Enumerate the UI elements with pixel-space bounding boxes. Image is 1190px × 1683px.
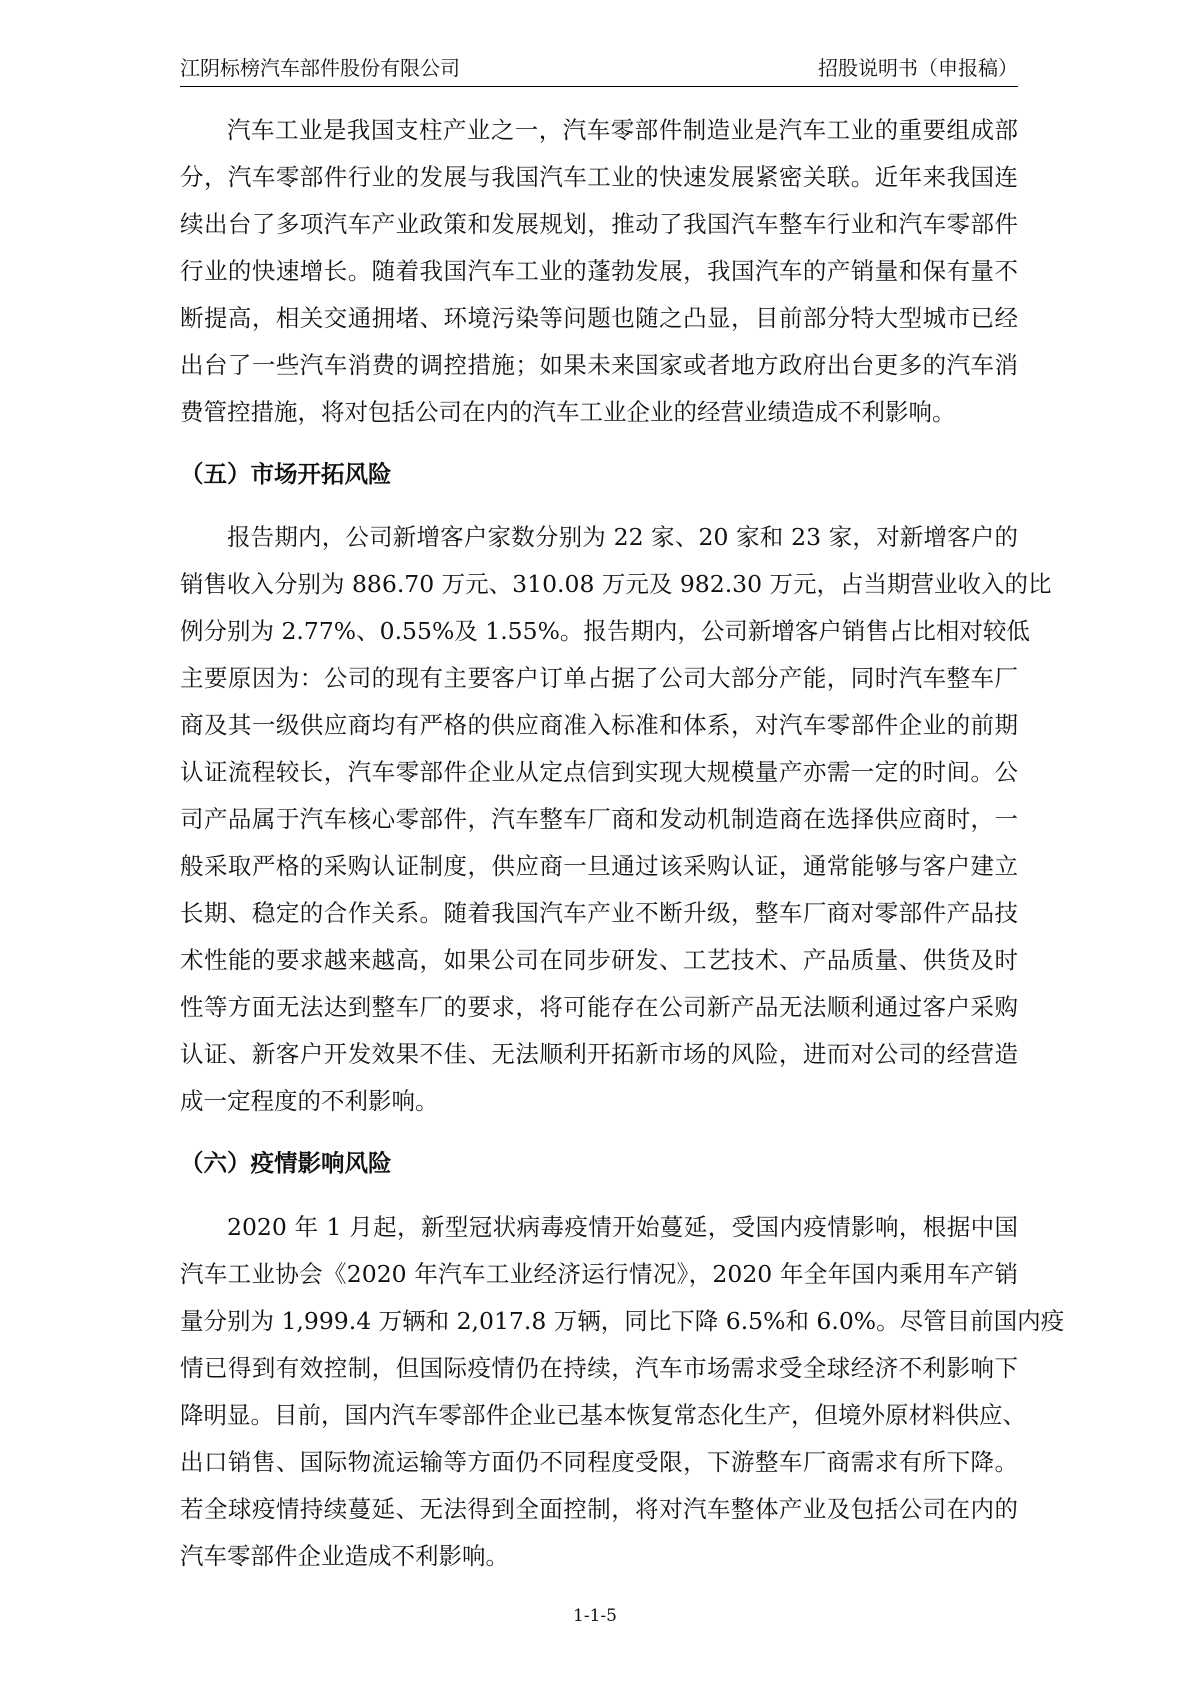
document-title: 招股说明书（申报稿）: [818, 56, 1018, 80]
text-line: 例分别为 2.77%、0.55%及 1.55%。报告期内，公司新增客户销售占比相对较低: [180, 617, 1030, 645]
text-line: 长期、稳定的合作关系。随着我国汽车产业不断升级，整车厂商对零部件产品技: [180, 899, 1018, 927]
text-line: 术性能的要求越来越高，如果公司在同步研发、工艺技术、产品质量、供货及时: [180, 946, 1018, 974]
text-line: 续出台了多项汽车产业政策和发展规划，推动了我国汽车整车行业和汽车零部件: [180, 210, 1018, 238]
text-line: 汽车零部件企业造成不利影响。: [180, 1542, 509, 1570]
page-header: [180, 52, 1018, 87]
text-line: 汽车工业是我国支柱产业之一，汽车零部件制造业是汽车工业的重要组成部: [227, 116, 1018, 144]
text-line: 若全球疫情持续蔓延、无法得到全面控制，将对汽车整体产业及包括公司在内的: [180, 1495, 1018, 1523]
paragraph-epidemic-risk: [180, 1204, 1065, 1580]
text-line: 2020 年 1 月起，新型冠状病毒疫情开始蔓延，受国内疫情影响，根据中国: [227, 1213, 1018, 1241]
text-line: 断提高，相关交通拥堵、环境污染等问题也随之凸显，目前部分特大型城市已经: [180, 304, 1018, 332]
text-line: 销售收入分别为 886.70 万元、310.08 万元及 982.30 万元，占当期营业收入的比: [180, 570, 1052, 598]
section-heading-epidemic-risk: （六）疫情影响风险: [180, 1149, 392, 1177]
paragraph-market-risk: [180, 514, 1052, 1125]
company-name: 江阴标榜汽车部件股份有限公司: [180, 56, 460, 80]
text-line: 行业的快速增长。随着我国汽车工业的蓬勃发展，我国汽车的产销量和保有量不: [180, 257, 1018, 285]
paragraph-industry-policy: [180, 107, 1018, 436]
page-number: 1-1-5: [573, 1606, 617, 1626]
text-line: 般采取严格的采购认证制度，供应商一旦通过该采购认证，通常能够与客户建立: [180, 852, 1018, 880]
text-line: 出口销售、国际物流运输等方面仍不同程度受限，下游整车厂商需求有所下降。: [180, 1448, 1018, 1476]
text-line: 降明显。目前，国内汽车零部件企业已基本恢复常态化生产，但境外原材料供应、: [180, 1401, 1026, 1429]
text-line: 报告期内，公司新增客户家数分别为 22 家、20 家和 23 家，对新增客户的: [227, 523, 1018, 551]
text-line: 量分别为 1,999.4 万辆和 2,017.8 万辆，同比下降 6.5%和 6.0%。尽管目前国内疫: [180, 1307, 1065, 1335]
text-line: 成一定程度的不利影响。: [180, 1087, 439, 1115]
text-line: 费管控措施，将对包括公司在内的汽车工业企业的经营业绩造成不利影响。: [180, 398, 956, 426]
text-line: 汽车工业协会《2020 年汽车工业经济运行情况》，2020 年全年国内乘用车产销: [180, 1260, 1018, 1288]
text-line: 认证流程较长，汽车零部件企业从定点信到实现大规模量产亦需一定的时间。公: [180, 758, 1018, 786]
text-line: 出台了一些汽车消费的调控措施；如果未来国家或者地方政府出台更多的汽车消: [180, 351, 1018, 379]
text-line: 主要原因为：公司的现有主要客户订单占据了公司大部分产能，同时汽车整车厂: [180, 664, 1018, 692]
text-line: 分，汽车零部件行业的发展与我国汽车工业的快速发展紧密关联。近年来我国连: [180, 163, 1018, 191]
text-line: 司产品属于汽车核心零部件，汽车整车厂商和发动机制造商在选择供应商时，一: [180, 805, 1018, 833]
section-heading-market-risk: （五）市场开拓风险: [180, 460, 392, 488]
text-line: 商及其一级供应商均有严格的供应商准入标准和体系，对汽车零部件企业的前期: [180, 711, 1018, 739]
text-line: 性等方面无法达到整车厂的要求，将可能存在公司新产品无法顺利通过客户采购: [180, 993, 1018, 1021]
text-line: 认证、新客户开发效果不佳、无法顺利开拓新市场的风险，进而对公司的经营造: [180, 1040, 1018, 1068]
text-line: 情已得到有效控制，但国际疫情仍在持续，汽车市场需求受全球经济不利影响下: [180, 1354, 1018, 1382]
